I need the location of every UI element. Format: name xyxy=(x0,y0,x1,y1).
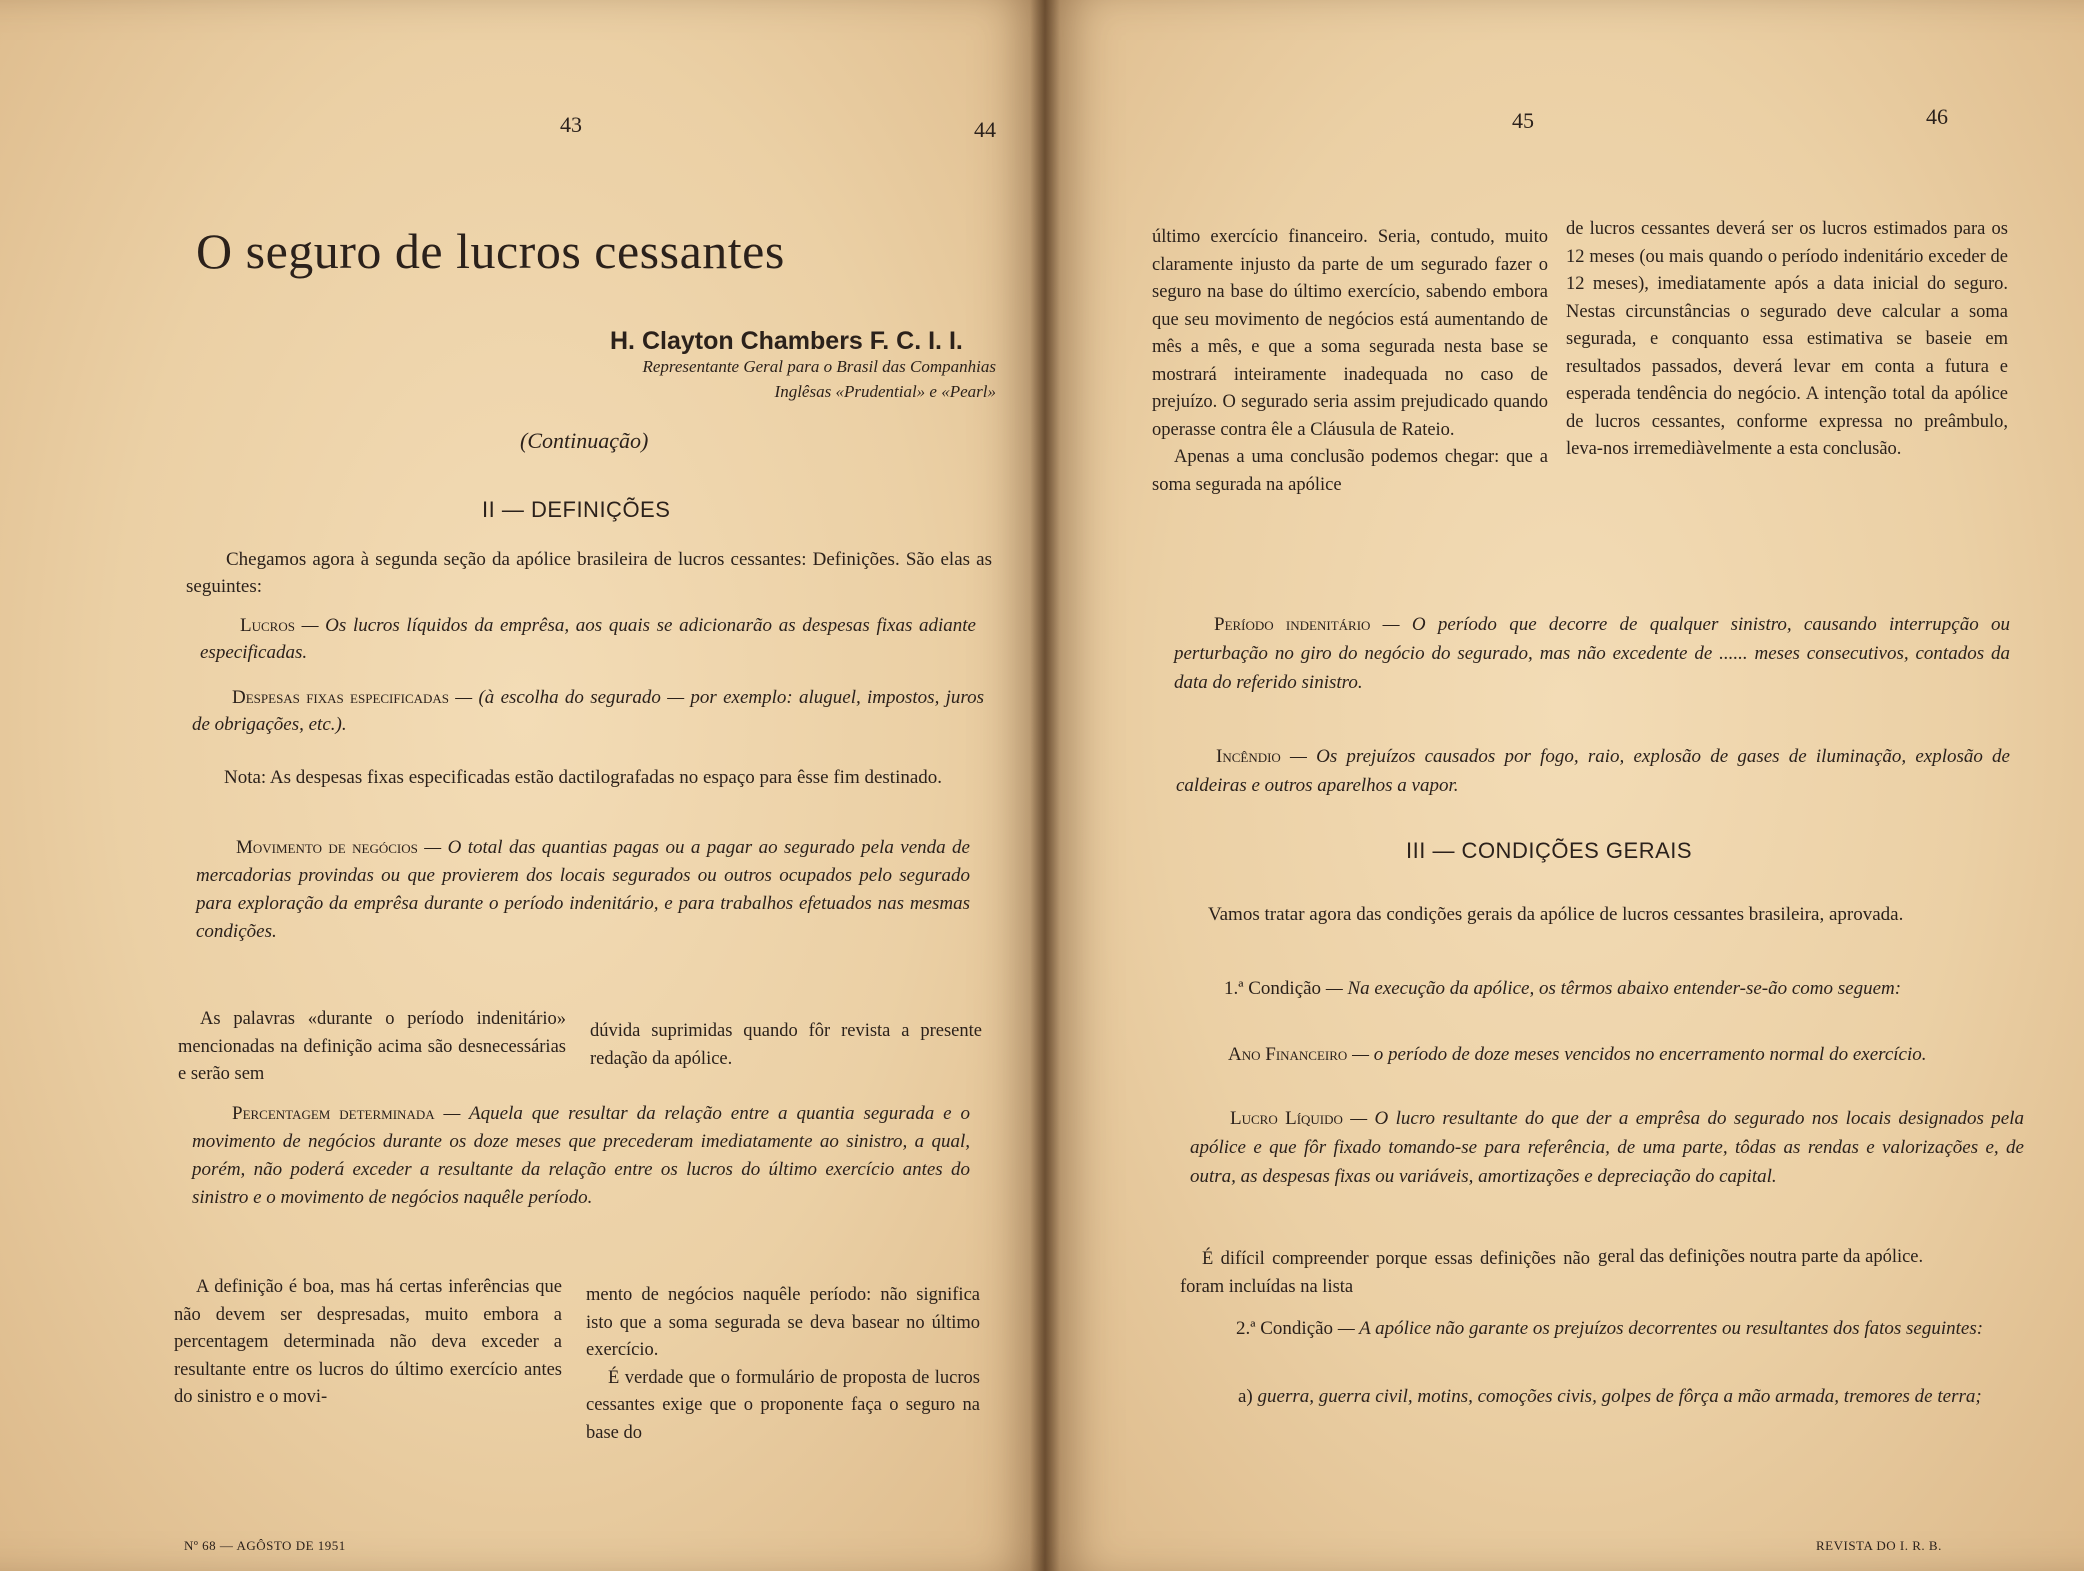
page-number-46: 46 xyxy=(1926,104,1948,129)
definition-movimento: Movimento de negócios — O total das quantias pagas ou a pagar ao segurado pela venda de mercadorias provindas ou que provierem dos locais segurados ou outros ocupados pelo segurado para exploração da emprêsa durante o período indenitário, e para trabalhos efetuados nas mesmas condições. xyxy=(196,837,970,942)
definition-periodo-indenitario: Período indenitário — O período que decorre de qualquer sinistro, causando interrupção ou perturbação no giro do negócio do segurado, mas não excedente de ...... meses consecutivos, contados da data do referido sinistro. xyxy=(1174,614,2010,693)
condicao-2: 2.ª Condição — A apólice não garante os prejuízos decorrentes ou resultantes dos fatos seguintes: xyxy=(1236,1318,1984,1339)
definition-lucros: Lucros — Os lucros líquidos da emprêsa, aos quais se adicionarão as despesas fixas adiante especificadas. xyxy=(200,615,976,663)
right-page xyxy=(1046,0,2084,1571)
book-gutter xyxy=(1030,0,1060,1571)
bottom-column-2: mento de negócios naquêle período: não significa isto que a soma segurada se deva basear no último exercício. É verdade que o formulário de proposta de lucros cessantes exige que o proponente faça o seguro na base do xyxy=(586,1285,980,1443)
intro-paragraph: Chegamos agora à segunda seção da apólice brasileira de lucros cessantes: Definições. São elas as seguintes: xyxy=(186,549,992,597)
article-title: O seguro de lucros cessantes xyxy=(196,223,785,279)
definition-incendio: Incêndio — Os prejuízos causados por fogo, raio, explosão de gases de iluminação, explosão de caldeiras e outros aparelhos a vapor. xyxy=(1176,746,2010,796)
definition-percentagem: Percentagem determinada — Aquela que resultar da relação entre a quantia segurada e o movimento de negócios durante os doze meses que precederam imediatamente ao sinistro, a qual, porém, não poderá exceder a resultante da relação entre os lucros do último exercício antes do sinistro e o movimento de negócios naquêle período. xyxy=(192,1103,970,1208)
top-column-1: último exercício financeiro. Seria, contudo, muito claramente injusto da parte de um segurado fazer o seguro na base do último exercício, sabendo embora que seu movimento de negócios está aumentando de mês a mês, e que a soma segurada nesta base se mostrará inteiramente inadequada no caso de prejuízo. O segurado seria assim prejudicado quando operasse contra êle a Cláusula de Rateio. Apenas a uma conclusão podemos chegar: que a soma segurada na apólice xyxy=(1152,227,1548,495)
section-heading-condicoes: III — CONDIÇÕES GERAIS xyxy=(1406,838,1693,863)
condicao-2-item-a: a) guerra, guerra civil, motins, comoções civis, golpes de fôrça a mão armada, tremores de terra; xyxy=(1238,1386,1982,1407)
left-footer: Nº 68 — AGÔSTO DE 1951 xyxy=(184,1538,346,1553)
condicoes-intro: Vamos tratar agora das condições gerais da apólice de lucros cessantes brasileira, aprovada. xyxy=(1208,904,1904,925)
palavras-column-2: dúvida suprimidas quando fôr revista a presente redação da apólice. xyxy=(590,1021,982,1069)
nota-paragraph: Nota: As despesas fixas especificadas estão dactilografadas no espaço para êsse fim destinado. xyxy=(224,767,943,788)
page-number-43: 43 xyxy=(560,112,582,137)
continuation-label: (Continuação) xyxy=(520,428,649,453)
bottom-column-1: A definição é boa, mas há certas inferências que não devem ser despresadas, muito embora a percentagem determinada não deva exceder a resultante entre os lucros do último exercício antes do sinistro e o movi- xyxy=(174,1277,562,1407)
page-number-45: 45 xyxy=(1512,108,1534,133)
dificil-column-2: geral das definições noutra parte da apólice. xyxy=(1598,1247,1924,1267)
palavras-column-1: As palavras «durante o período indenitário» mencionadas na definição acima são desnecessárias e serão sem xyxy=(178,1009,566,1084)
author-affiliation: Representante Geral para o Brasil das Companhias Inglêsas «Prudential» e «Pearl» xyxy=(642,357,996,401)
right-footer: REVISTA DO I. R. B. xyxy=(1816,1538,1942,1553)
condicao-1: 1.ª Condição — Na execução da apólice, os têrmos abaixo entender-se-ão como seguem: xyxy=(1224,978,1902,999)
author-name: H. Clayton Chambers F. C. I. I. xyxy=(610,327,963,355)
section-heading-definicoes: II — DEFINIÇÕES xyxy=(482,497,671,522)
top-column-2: de lucros cessantes deverá ser os lucros estimados para os 12 meses (ou mais quando o período indenitário exceder de 12 meses), imediatamente após a data inicial do seguro. Nestas circunstâncias o segurado deve calcular a soma segurada, e conquanto essa estimativa se baseie em resultados passados, deverá levar em conta a futura e esperada tendência do negócio. A intenção total da apólice de lucros cessantes, conforme expressa no preâmbulo, leva-nos irremediàvelmente a esta conclusão. xyxy=(1566,219,2008,459)
definition-despesas: Despesas fixas especificadas — (à escolha do segurado — por exemplo: aluguel, impostos, juros de obrigações, etc.). xyxy=(192,687,984,735)
definition-lucro-liquido: Lucro Líquido — O lucro resultante do que der a emprêsa do segurado nos locais designados pela apólice e que fôr fixado tomando-se para referência, de uma parte, tôdas as rendas e valorizações e, de outra, as despesas fixas ou variáveis, amortizações e depreciação do capital. xyxy=(1190,1108,2024,1187)
dificil-column-1: É difícil compreender porque essas definições não foram incluídas na lista xyxy=(1180,1249,1590,1297)
definition-ano-financeiro: Ano Financeiro — o período de doze meses vencidos no encerramento normal do exercício. xyxy=(1228,1044,1927,1065)
page-number-44: 44 xyxy=(974,117,996,142)
